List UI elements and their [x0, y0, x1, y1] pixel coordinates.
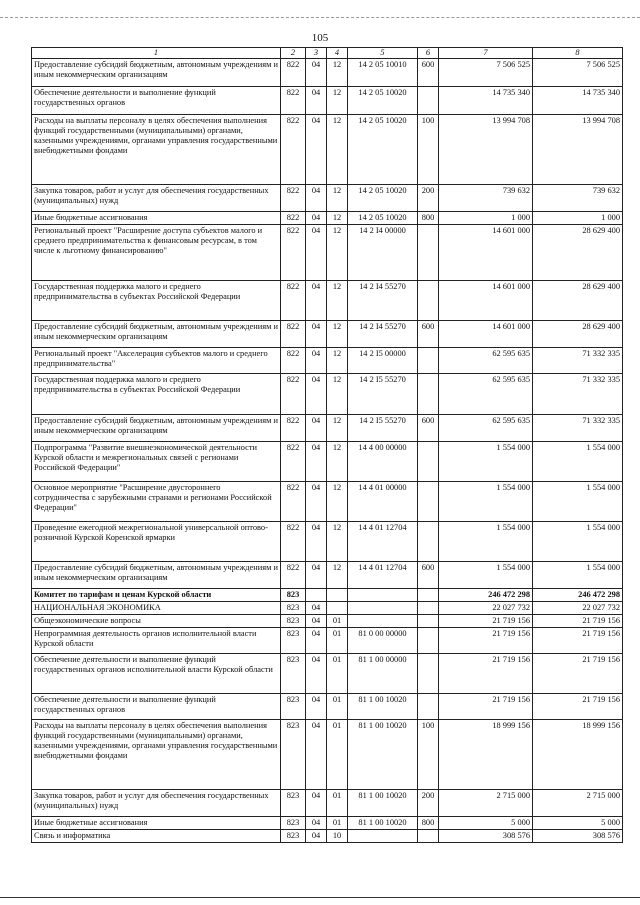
row-code-ministry: 823 [281, 817, 306, 830]
row-code-subsection: 12 [327, 281, 348, 321]
row-amount-col8: 7 506 525 [533, 59, 623, 87]
row-code-section: 04 [306, 281, 327, 321]
row-code-ministry: 822 [281, 442, 306, 482]
row-code-expense-type: 200 [418, 790, 439, 817]
row-code-target: 14 4 00 00000 [348, 442, 418, 482]
row-code-expense-type [418, 225, 439, 281]
row-code-subsection: 12 [327, 185, 348, 212]
row-code-expense-type [418, 442, 439, 482]
row-code-ministry: 823 [281, 830, 306, 843]
top-rule [0, 17, 640, 18]
row-description: Предоставление субсидий бюджетным, автономным учреждениям и иным некоммерческим организациям [32, 321, 281, 348]
row-code-ministry: 823 [281, 694, 306, 720]
row-amount-col8: 71 332 335 [533, 374, 623, 415]
row-code-section: 04 [306, 482, 327, 522]
row-code-subsection [327, 602, 348, 615]
row-code-subsection: 12 [327, 522, 348, 562]
row-description: Обеспечение деятельности и выполнение функций государственных органов [32, 694, 281, 720]
header-cell: 8 [533, 48, 623, 59]
row-amount-col8: 2 715 000 [533, 790, 623, 817]
row-code-ministry: 823 [281, 589, 306, 602]
row-code-ministry: 822 [281, 212, 306, 225]
row-code-section: 04 [306, 562, 327, 589]
row-code-ministry: 822 [281, 321, 306, 348]
row-code-target: 14 2 05 10020 [348, 87, 418, 115]
row-code-subsection: 12 [327, 415, 348, 442]
row-code-subsection: 12 [327, 374, 348, 415]
row-code-section: 04 [306, 817, 327, 830]
table-row [32, 321, 623, 348]
row-code-section: 04 [306, 415, 327, 442]
row-code-expense-type [418, 348, 439, 374]
row-code-subsection: 12 [327, 115, 348, 185]
table-row [32, 87, 623, 115]
row-description: Проведение ежегодной межрегиональной универсальной оптово-розничной Курской Коренской ярмарки [32, 522, 281, 562]
row-code-ministry: 822 [281, 115, 306, 185]
row-code-expense-type: 600 [418, 59, 439, 87]
header-row [32, 48, 623, 59]
row-code-ministry: 822 [281, 482, 306, 522]
row-description: Иные бюджетные ассигнования [32, 817, 281, 830]
row-description: Региональный проект "Расширение доступа субъектов малого и среднего предпринимательства к финансовым ресурсам, в том числе к льготному финансированию" [32, 225, 281, 281]
row-amount-col7: 14 601 000 [439, 321, 533, 348]
row-code-target: 81 1 00 10020 [348, 694, 418, 720]
row-code-subsection: 01 [327, 720, 348, 790]
table-row [32, 442, 623, 482]
row-code-subsection: 01 [327, 628, 348, 654]
table-row [32, 654, 623, 694]
row-description: НАЦИОНАЛЬНАЯ ЭКОНОМИКА [32, 602, 281, 615]
row-code-subsection: 12 [327, 348, 348, 374]
row-code-target: 14 4 01 12704 [348, 562, 418, 589]
row-amount-col7: 14 735 340 [439, 87, 533, 115]
row-description: Расходы на выплаты персоналу в целях обеспечения выполнения функций государственными (муниципальными) органами, казенными учреждениями, органами управления государственными внебюджетными фондами [32, 115, 281, 185]
row-description: Обеспечение деятельности и выполнение функций государственных органов [32, 87, 281, 115]
row-amount-col7: 62 595 635 [439, 415, 533, 442]
row-code-ministry: 823 [281, 615, 306, 628]
row-code-subsection: 10 [327, 830, 348, 843]
row-code-expense-type [418, 589, 439, 602]
row-code-target: 81 1 00 10020 [348, 790, 418, 817]
row-code-subsection: 12 [327, 482, 348, 522]
row-code-subsection: 12 [327, 225, 348, 281]
row-code-ministry: 822 [281, 562, 306, 589]
table-row [32, 602, 623, 615]
row-amount-col7: 1 000 [439, 212, 533, 225]
row-code-expense-type: 800 [418, 212, 439, 225]
row-code-ministry: 823 [281, 628, 306, 654]
row-code-expense-type: 600 [418, 415, 439, 442]
row-code-expense-type [418, 281, 439, 321]
row-code-section [306, 589, 327, 602]
row-code-ministry: 822 [281, 59, 306, 87]
row-amount-col7: 1 554 000 [439, 482, 533, 522]
table-row [32, 185, 623, 212]
row-description: Основное мероприятие "Расширение двустороннего сотрудничества с зарубежными странами и регионами Российской Федерации" [32, 482, 281, 522]
row-code-section: 04 [306, 830, 327, 843]
row-description: Обеспечение деятельности и выполнение функций государственных органов исполнительной власти Курской области [32, 654, 281, 694]
row-amount-col7: 62 595 635 [439, 348, 533, 374]
page-number: 105 [311, 32, 329, 44]
row-amount-col7: 13 994 708 [439, 115, 533, 185]
row-code-section: 04 [306, 628, 327, 654]
row-amount-col7: 1 554 000 [439, 522, 533, 562]
row-amount-col7: 21 719 156 [439, 615, 533, 628]
row-description: Региональный проект "Акселерация субъектов малого и среднего предпринимательства" [32, 348, 281, 374]
row-code-expense-type [418, 602, 439, 615]
row-code-expense-type [418, 87, 439, 115]
row-amount-col7: 2 715 000 [439, 790, 533, 817]
row-code-expense-type [418, 615, 439, 628]
row-code-ministry: 823 [281, 720, 306, 790]
row-code-subsection: 12 [327, 562, 348, 589]
row-description: Предоставление субсидий бюджетным, автономным учреждениям и иным некоммерческим организациям [32, 415, 281, 442]
table-row [32, 348, 623, 374]
row-code-section: 04 [306, 720, 327, 790]
table-row [32, 482, 623, 522]
row-amount-col8: 21 719 156 [533, 654, 623, 694]
row-code-target: 14 2 I4 55270 [348, 281, 418, 321]
row-code-target: 14 2 05 10020 [348, 115, 418, 185]
row-amount-col8: 28 629 400 [533, 225, 623, 281]
row-code-section: 04 [306, 185, 327, 212]
row-code-expense-type [418, 628, 439, 654]
row-amount-col7: 14 601 000 [439, 225, 533, 281]
row-code-target: 14 2 I5 55270 [348, 374, 418, 415]
row-amount-col7: 1 554 000 [439, 562, 533, 589]
row-code-expense-type [418, 830, 439, 843]
header-cell: 1 [32, 48, 281, 59]
bottom-rule [0, 897, 640, 898]
row-description: Закупка товаров, работ и услуг для обеспечения государственных (муниципальных) нужд [32, 185, 281, 212]
row-amount-col8: 14 735 340 [533, 87, 623, 115]
header-cell: 6 [418, 48, 439, 59]
row-amount-col7: 7 506 525 [439, 59, 533, 87]
table-row [32, 720, 623, 790]
row-amount-col7: 739 632 [439, 185, 533, 212]
row-code-target: 81 1 00 10020 [348, 720, 418, 790]
row-code-section: 04 [306, 522, 327, 562]
table-row [32, 830, 623, 843]
header-cell: 4 [327, 48, 348, 59]
row-code-ministry: 823 [281, 790, 306, 817]
row-code-section: 04 [306, 790, 327, 817]
row-code-expense-type: 800 [418, 817, 439, 830]
table-row [32, 562, 623, 589]
row-code-section: 04 [306, 374, 327, 415]
row-description: Закупка товаров, работ и услуг для обеспечения государственных (муниципальных) нужд [32, 790, 281, 817]
row-amount-col8: 246 472 298 [533, 589, 623, 602]
row-code-section: 04 [306, 442, 327, 482]
row-amount-col8: 71 332 335 [533, 415, 623, 442]
header-cell: 3 [306, 48, 327, 59]
table-row [32, 281, 623, 321]
row-description: Предоставление субсидий бюджетным, автономным учреждениям и иным некоммерческим организациям [32, 562, 281, 589]
header-cell: 5 [348, 48, 418, 59]
table-row [32, 415, 623, 442]
row-description: Непрограммная деятельность органов исполнительной власти Курской области [32, 628, 281, 654]
row-code-subsection: 12 [327, 321, 348, 348]
row-amount-col8: 1 554 000 [533, 522, 623, 562]
row-amount-col8: 28 629 400 [533, 321, 623, 348]
row-code-subsection: 01 [327, 817, 348, 830]
row-amount-col7: 14 601 000 [439, 281, 533, 321]
row-code-target [348, 615, 418, 628]
table-body [32, 59, 623, 843]
row-description: Общеэкономические вопросы [32, 615, 281, 628]
row-amount-col8: 1 000 [533, 212, 623, 225]
row-amount-col8: 21 719 156 [533, 694, 623, 720]
row-code-ministry: 822 [281, 374, 306, 415]
row-code-ministry: 822 [281, 281, 306, 321]
row-description: Иные бюджетные ассигнования [32, 212, 281, 225]
row-amount-col8: 1 554 000 [533, 482, 623, 522]
row-code-target: 14 2 05 10020 [348, 185, 418, 212]
row-code-section: 04 [306, 694, 327, 720]
row-code-target: 14 2 I5 55270 [348, 415, 418, 442]
table-row [32, 115, 623, 185]
row-code-target: 14 4 01 00000 [348, 482, 418, 522]
row-code-expense-type: 600 [418, 321, 439, 348]
header-cell: 2 [281, 48, 306, 59]
row-code-target: 14 2 I5 00000 [348, 348, 418, 374]
row-code-expense-type [418, 654, 439, 694]
row-code-subsection: 12 [327, 87, 348, 115]
budget-table [31, 47, 623, 843]
row-code-subsection: 01 [327, 694, 348, 720]
row-code-expense-type: 100 [418, 115, 439, 185]
table-row [32, 628, 623, 654]
table-row [32, 790, 623, 817]
row-amount-col7: 62 595 635 [439, 374, 533, 415]
row-code-ministry: 823 [281, 602, 306, 615]
header-cell: 7 [439, 48, 533, 59]
row-code-expense-type: 600 [418, 562, 439, 589]
row-code-expense-type [418, 694, 439, 720]
row-code-target [348, 830, 418, 843]
row-code-ministry: 822 [281, 185, 306, 212]
row-code-section: 04 [306, 115, 327, 185]
row-description: Предоставление субсидий бюджетным, автономным учреждениям и иным некоммерческим организациям [32, 59, 281, 87]
table-row [32, 212, 623, 225]
row-code-section: 04 [306, 348, 327, 374]
row-code-section: 04 [306, 321, 327, 348]
row-code-expense-type [418, 374, 439, 415]
row-amount-col8: 13 994 708 [533, 115, 623, 185]
row-code-ministry: 822 [281, 415, 306, 442]
row-code-expense-type [418, 522, 439, 562]
row-description: Комитет по тарифам и ценам Курской области [32, 589, 281, 602]
row-amount-col8: 18 999 156 [533, 720, 623, 790]
row-code-target [348, 602, 418, 615]
row-code-section: 04 [306, 87, 327, 115]
row-amount-col7: 21 719 156 [439, 694, 533, 720]
table-row [32, 615, 623, 628]
row-code-target [348, 589, 418, 602]
row-code-target: 81 0 00 00000 [348, 628, 418, 654]
row-code-subsection [327, 589, 348, 602]
row-amount-col8: 5 000 [533, 817, 623, 830]
row-code-expense-type [418, 482, 439, 522]
row-amount-col8: 739 632 [533, 185, 623, 212]
table-row [32, 589, 623, 602]
row-code-subsection: 01 [327, 615, 348, 628]
table-row [32, 817, 623, 830]
row-code-ministry: 823 [281, 654, 306, 694]
row-code-expense-type: 200 [418, 185, 439, 212]
row-amount-col7: 5 000 [439, 817, 533, 830]
row-amount-col7: 21 719 156 [439, 654, 533, 694]
row-code-target: 14 4 01 12704 [348, 522, 418, 562]
row-amount-col7: 308 576 [439, 830, 533, 843]
row-code-ministry: 822 [281, 348, 306, 374]
row-description: Связь и информатика [32, 830, 281, 843]
row-amount-col8: 21 719 156 [533, 628, 623, 654]
table-row [32, 522, 623, 562]
row-amount-col7: 18 999 156 [439, 720, 533, 790]
table-row [32, 694, 623, 720]
row-code-section: 04 [306, 225, 327, 281]
row-amount-col8: 21 719 156 [533, 615, 623, 628]
row-code-target: 14 2 05 10020 [348, 212, 418, 225]
table-row [32, 59, 623, 87]
row-code-ministry: 822 [281, 87, 306, 115]
row-code-target: 14 2 I4 55270 [348, 321, 418, 348]
row-code-section: 04 [306, 654, 327, 694]
table-row [32, 225, 623, 281]
row-code-target: 14 2 I4 00000 [348, 225, 418, 281]
row-code-subsection: 12 [327, 212, 348, 225]
row-amount-col8: 1 554 000 [533, 562, 623, 589]
row-description: Подпрограмма "Развитие внешнеэкономической деятельности Курской области и межрегиональных связей с регионами Российской Федерации" [32, 442, 281, 482]
row-code-ministry: 822 [281, 225, 306, 281]
row-code-section: 04 [306, 602, 327, 615]
row-code-subsection: 12 [327, 442, 348, 482]
row-amount-col8: 22 027 732 [533, 602, 623, 615]
row-code-target: 14 2 05 10010 [348, 59, 418, 87]
row-code-subsection: 12 [327, 59, 348, 87]
row-code-target: 81 1 00 10020 [348, 817, 418, 830]
row-code-ministry: 822 [281, 522, 306, 562]
row-amount-col7: 246 472 298 [439, 589, 533, 602]
row-code-section: 04 [306, 212, 327, 225]
row-amount-col8: 308 576 [533, 830, 623, 843]
row-amount-col7: 21 719 156 [439, 628, 533, 654]
row-code-section: 04 [306, 59, 327, 87]
row-amount-col8: 71 332 335 [533, 348, 623, 374]
row-code-target: 81 1 00 00000 [348, 654, 418, 694]
row-code-subsection: 01 [327, 654, 348, 694]
row-description: Расходы на выплаты персоналу в целях обеспечения выполнения функций государственными (муниципальными) органами, казенными учреждениями, органами управления государственными внебюджетными фондами [32, 720, 281, 790]
row-amount-col8: 1 554 000 [533, 442, 623, 482]
row-description: Государственная поддержка малого и среднего предпринимательства в субъектах Российской Федерации [32, 281, 281, 321]
row-amount-col8: 28 629 400 [533, 281, 623, 321]
row-code-expense-type: 100 [418, 720, 439, 790]
row-code-subsection: 01 [327, 790, 348, 817]
row-code-section: 04 [306, 615, 327, 628]
row-amount-col7: 22 027 732 [439, 602, 533, 615]
row-amount-col7: 1 554 000 [439, 442, 533, 482]
table-row [32, 374, 623, 415]
row-description: Государственная поддержка малого и среднего предпринимательства в субъектах Российской Федерации [32, 374, 281, 415]
